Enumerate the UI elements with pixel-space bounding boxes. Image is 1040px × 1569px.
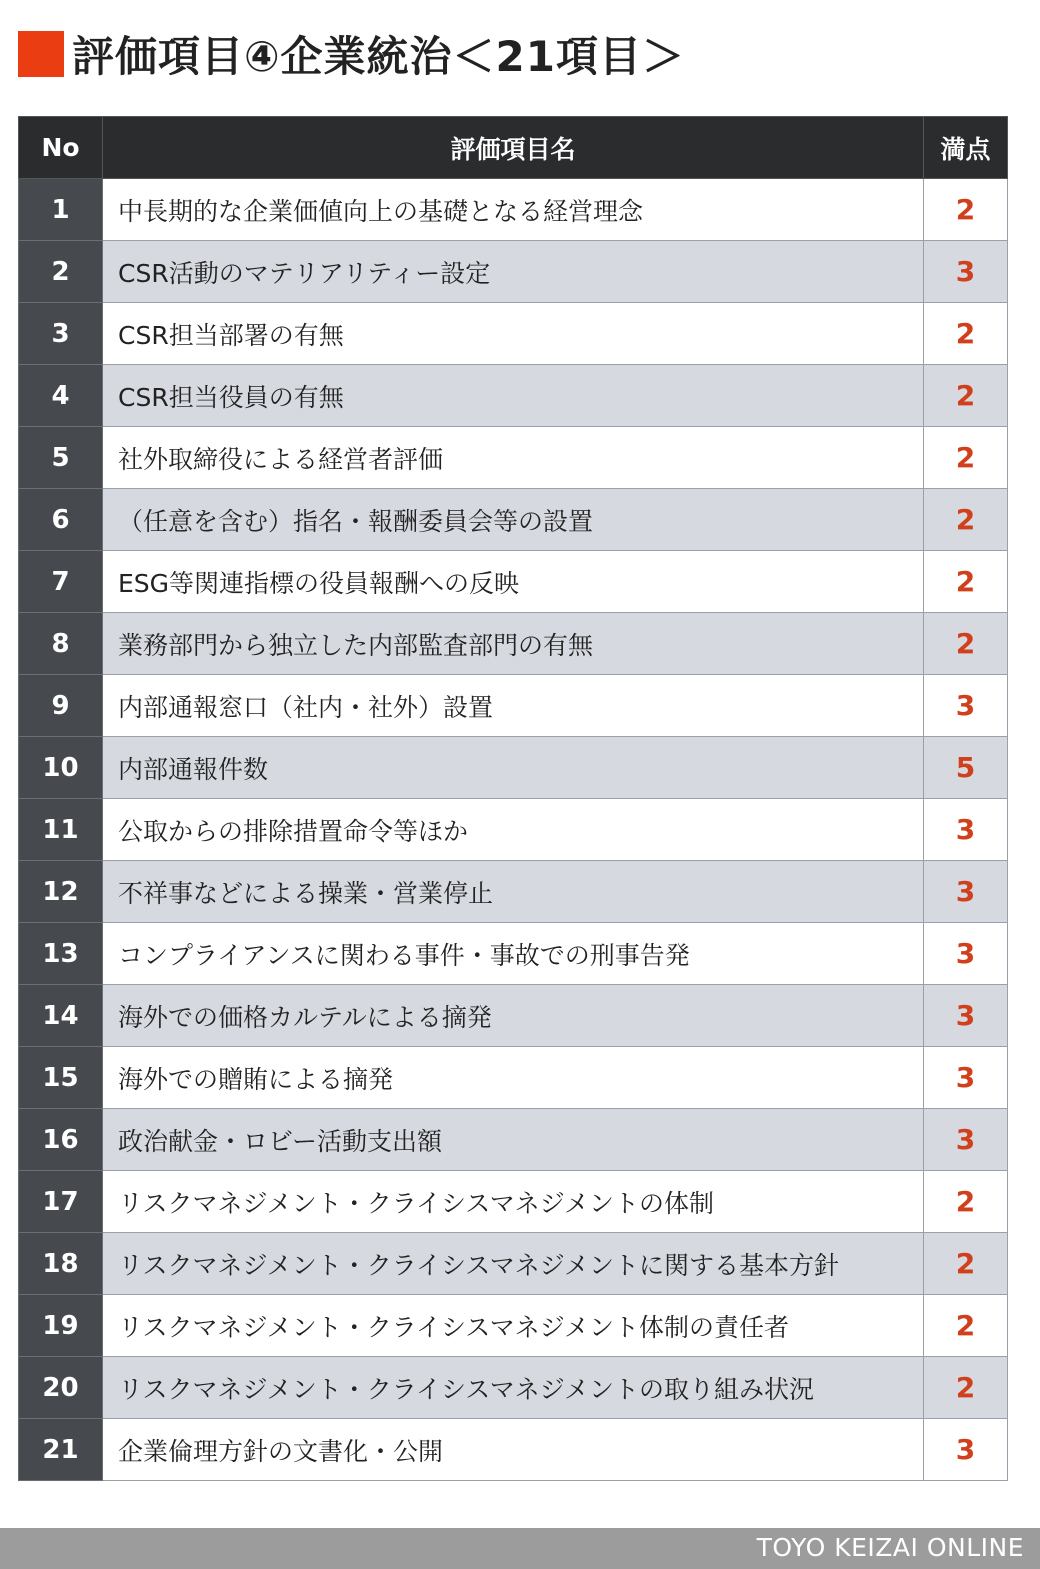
table-row bbox=[19, 1171, 1008, 1233]
full-score: 3 bbox=[924, 1047, 1008, 1109]
full-score: 3 bbox=[924, 861, 1008, 923]
full-score: 2 bbox=[924, 303, 1008, 365]
page-title: 評価項目④企業統治＜21項目＞ bbox=[72, 32, 686, 81]
full-score: 2 bbox=[924, 427, 1008, 489]
table-row bbox=[19, 179, 1008, 241]
row-number: 14 bbox=[19, 985, 103, 1047]
item-name: 海外での贈賄による摘発 bbox=[103, 1047, 924, 1109]
row-number: 9 bbox=[19, 675, 103, 737]
table-row bbox=[19, 303, 1008, 365]
full-score: 3 bbox=[924, 1419, 1008, 1481]
row-number: 12 bbox=[19, 861, 103, 923]
item-name: リスクマネジメント・クライシスマネジメントの体制 bbox=[103, 1171, 924, 1233]
full-score: 3 bbox=[924, 985, 1008, 1047]
evaluation-items-table bbox=[18, 116, 1008, 1481]
full-score: 3 bbox=[924, 675, 1008, 737]
full-score: 2 bbox=[924, 1233, 1008, 1295]
item-name: リスクマネジメント・クライシスマネジメント体制の責任者 bbox=[103, 1295, 924, 1357]
table-row bbox=[19, 613, 1008, 675]
item-name: 企業倫理方針の文書化・公開 bbox=[103, 1419, 924, 1481]
item-name: 海外での価格カルテルによる摘発 bbox=[103, 985, 924, 1047]
table-row bbox=[19, 427, 1008, 489]
table-row bbox=[19, 923, 1008, 985]
full-score: 5 bbox=[924, 737, 1008, 799]
item-name: （任意を含む）指名・報酬委員会等の設置 bbox=[103, 489, 924, 551]
footer-bar bbox=[0, 1528, 1040, 1569]
table-row bbox=[19, 1295, 1008, 1357]
row-number: 8 bbox=[19, 613, 103, 675]
row-number: 19 bbox=[19, 1295, 103, 1357]
table-row bbox=[19, 551, 1008, 613]
item-name: 業務部門から独立した内部監査部門の有無 bbox=[103, 613, 924, 675]
table-row bbox=[19, 1233, 1008, 1295]
row-number: 2 bbox=[19, 241, 103, 303]
row-number: 17 bbox=[19, 1171, 103, 1233]
full-score: 3 bbox=[924, 799, 1008, 861]
table-header-row bbox=[19, 117, 1008, 179]
table-row bbox=[19, 861, 1008, 923]
item-name: コンプライアンスに関わる事件・事故での刑事告発 bbox=[103, 923, 924, 985]
full-score: 2 bbox=[924, 365, 1008, 427]
item-name: CSR担当部署の有無 bbox=[103, 303, 924, 365]
item-name: 政治献金・ロビー活動支出額 bbox=[103, 1109, 924, 1171]
item-name: リスクマネジメント・クライシスマネジメントの取り組み状況 bbox=[103, 1357, 924, 1419]
row-number: 13 bbox=[19, 923, 103, 985]
row-number: 6 bbox=[19, 489, 103, 551]
full-score: 2 bbox=[924, 489, 1008, 551]
table-row bbox=[19, 799, 1008, 861]
row-number: 7 bbox=[19, 551, 103, 613]
table-row bbox=[19, 985, 1008, 1047]
row-number: 18 bbox=[19, 1233, 103, 1295]
full-score: 2 bbox=[924, 1171, 1008, 1233]
item-name: 公取からの排除措置命令等ほか bbox=[103, 799, 924, 861]
table-row bbox=[19, 1047, 1008, 1109]
row-number: 5 bbox=[19, 427, 103, 489]
full-score: 2 bbox=[924, 1357, 1008, 1419]
table-row bbox=[19, 1419, 1008, 1481]
row-number: 10 bbox=[19, 737, 103, 799]
table-row bbox=[19, 1357, 1008, 1419]
header-full-score: 満点 bbox=[924, 117, 1008, 179]
table-body bbox=[19, 179, 1008, 1481]
item-name: 内部通報窓口（社内・社外）設置 bbox=[103, 675, 924, 737]
table-row bbox=[19, 489, 1008, 551]
table-row bbox=[19, 675, 1008, 737]
full-score: 2 bbox=[924, 179, 1008, 241]
row-number: 3 bbox=[19, 303, 103, 365]
table-row bbox=[19, 737, 1008, 799]
table-row bbox=[19, 1109, 1008, 1171]
item-name: CSR活動のマテリアリティー設定 bbox=[103, 241, 924, 303]
item-name: ESG等関連指標の役員報酬への反映 bbox=[103, 551, 924, 613]
item-name: CSR担当役員の有無 bbox=[103, 365, 924, 427]
title-square-marker bbox=[18, 31, 64, 77]
full-score: 2 bbox=[924, 551, 1008, 613]
item-name: 不祥事などによる操業・営業停止 bbox=[103, 861, 924, 923]
item-name: 中長期的な企業価値向上の基礎となる経営理念 bbox=[103, 179, 924, 241]
full-score: 3 bbox=[924, 923, 1008, 985]
row-number: 4 bbox=[19, 365, 103, 427]
footer-brand: TOYO KEIZAI ONLINE bbox=[756, 1533, 1024, 1562]
row-number: 15 bbox=[19, 1047, 103, 1109]
page-title-block bbox=[18, 24, 685, 84]
row-number: 1 bbox=[19, 179, 103, 241]
item-name: リスクマネジメント・クライシスマネジメントに関する基本方針 bbox=[103, 1233, 924, 1295]
header-item-name: 評価項目名 bbox=[103, 117, 924, 179]
header-no: No bbox=[19, 117, 103, 179]
row-number: 16 bbox=[19, 1109, 103, 1171]
full-score: 3 bbox=[924, 1109, 1008, 1171]
item-name: 社外取締役による経営者評価 bbox=[103, 427, 924, 489]
table-row bbox=[19, 241, 1008, 303]
row-number: 21 bbox=[19, 1419, 103, 1481]
full-score: 3 bbox=[924, 241, 1008, 303]
row-number: 20 bbox=[19, 1357, 103, 1419]
full-score: 2 bbox=[924, 613, 1008, 675]
table-row bbox=[19, 365, 1008, 427]
row-number: 11 bbox=[19, 799, 103, 861]
full-score: 2 bbox=[924, 1295, 1008, 1357]
item-name: 内部通報件数 bbox=[103, 737, 924, 799]
